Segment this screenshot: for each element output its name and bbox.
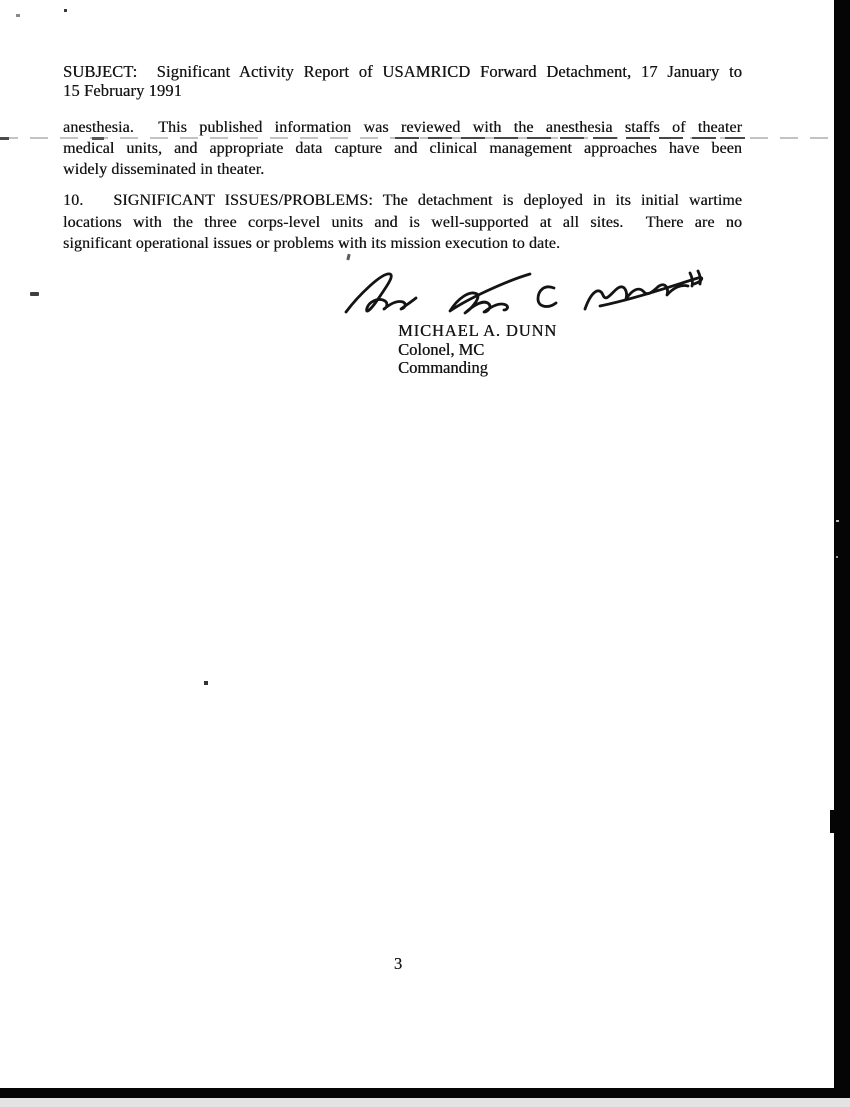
signature-initial-stroke	[538, 287, 556, 307]
text-line: medical units, and appropriate data capture and clinical management approaches have been	[63, 140, 742, 157]
text-line: widely disseminated in theater.	[63, 161, 265, 178]
scan-speck	[836, 520, 839, 522]
signature-block	[398, 322, 557, 378]
scan-edge-bar-right	[834, 0, 850, 1098]
signature-for-stroke	[346, 274, 416, 312]
text-line: 10. SIGNIFICANT ISSUES/PROBLEMS: The detachment is deployed in its initial wartime	[63, 192, 742, 209]
subject-heading	[63, 62, 742, 100]
text-line: 15 February 1991	[63, 81, 182, 100]
signer-title: Commanding	[398, 358, 488, 377]
paragraph-continuation	[63, 117, 742, 180]
signature-firstname-stroke	[450, 274, 530, 313]
signer-name: MICHAEL A. DUNN	[398, 321, 558, 340]
scan-footer-strip	[0, 1098, 850, 1107]
text-line: anesthesia. This published information was reviewed with the anesthesia staffs of theater	[63, 119, 742, 136]
signature-script	[338, 264, 710, 326]
scan-dash-mark	[30, 292, 39, 296]
text-line: locations with the three corps-level units and is well-supported at all sites. There are no	[63, 213, 742, 231]
scan-speck	[204, 681, 208, 685]
fold-line-dash	[0, 137, 9, 140]
text-line: SUBJECT: Significant Activity Report of USAMRICD Forward Detachment, 17 January to	[63, 62, 742, 81]
scan-speck	[16, 14, 20, 17]
page-number: 3	[393, 954, 403, 973]
paragraph-10	[63, 190, 742, 255]
scan-speck	[836, 556, 838, 558]
text-line: significant operational issues or problems with its mission execution to date.	[63, 235, 561, 252]
scan-speck	[64, 9, 67, 12]
scan-bar-notch	[830, 810, 834, 833]
signer-rank: Colonel, MC	[398, 339, 485, 359]
scan-speck	[346, 254, 350, 260]
scan-edge-bar-bottom	[0, 1088, 850, 1098]
